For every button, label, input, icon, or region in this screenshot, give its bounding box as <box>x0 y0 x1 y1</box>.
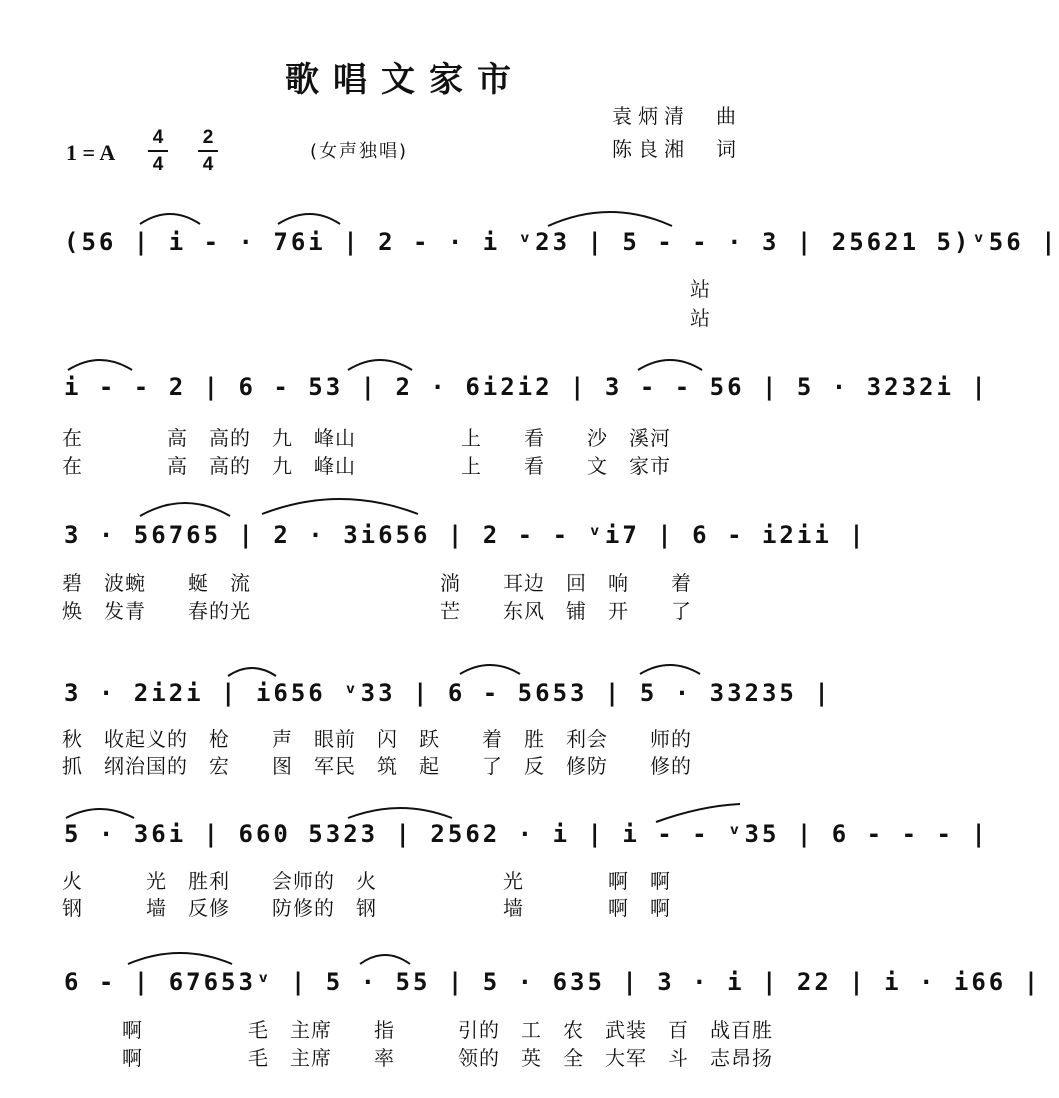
song-title: 歌唱文家市 <box>285 60 525 100</box>
lyricist-credit: 陈良湘 词 <box>612 137 742 161</box>
lyric-line-3b: 焕 发青 春的光 芒 东风 铺 开 了 <box>62 599 692 623</box>
time-signature-4-4: 4 4 <box>148 127 168 175</box>
lyric-line-3a: 碧 波蜿 蜒 流 淌 耳边 回 响 着 <box>62 571 692 595</box>
score-line-5: 5 · 36i | 660 5323 | 2562 · i | i - - ᵛ35 | 6 - - - | <box>64 820 989 848</box>
lyric-line-2b: 在 高 高的 九 峰山 上 看 文 家市 <box>62 454 671 478</box>
lyric-line-4a: 秋 收起义的 枪 声 眼前 闪 跃 着 胜 利会 师的 <box>62 727 692 751</box>
lyric-line-5b: 钢 墙 反修 防修的 钢 墙 啊 啊 <box>62 896 671 920</box>
lyric-line-1a: 站 <box>690 277 711 301</box>
lyric-line-5a: 火 光 胜利 会师的 火 光 啊 啊 <box>62 869 671 893</box>
lyric-line-4b: 抓 纲治国的 宏 图 军民 筑 起 了 反 修防 修的 <box>62 754 692 778</box>
lyric-line-1b: 站 <box>690 306 711 330</box>
lyric-line-6b: 啊 毛 主席 率 领的 英 全 大军 斗 志昂扬 <box>122 1046 773 1070</box>
score-line-4: 3 · 2i2i | i656 ᵛ33 | 6 - 5653 | 5 · 33235 | <box>64 679 832 707</box>
performance-mode: (女声独唱) <box>310 141 409 162</box>
time-signature-2-4: 2 4 <box>198 127 218 175</box>
score-line-3: 3 · 56765 | 2 · 3i656 | 2 - - ᵛi7 | 6 - i2ii | <box>64 521 867 549</box>
score-line-1: (56 | i - · 76i | 2 - · i ᵛ23 | 5 - - · 3 | 25621 5)ᵛ56 | <box>64 228 1059 256</box>
lyric-line-2a: 在 高 高的 九 峰山 上 看 沙 溪河 <box>62 426 671 450</box>
composer-credit: 袁炳清 曲 <box>612 104 742 128</box>
key-signature: 1 = A <box>66 140 116 165</box>
score-line-2: i - - 2 | 6 - 53 | 2 · 6i2i2 | 3 - - 56 | 5 · 3232i | <box>64 373 989 401</box>
lyric-line-6a: 啊 毛 主席 指 引的 工 农 武装 百 战百胜 <box>122 1018 773 1042</box>
score-line-6: 6 - | 67653ᵛ | 5 · 55 | 5 · 635 | 3 · i | 22 | i · i66 | <box>64 968 1042 996</box>
